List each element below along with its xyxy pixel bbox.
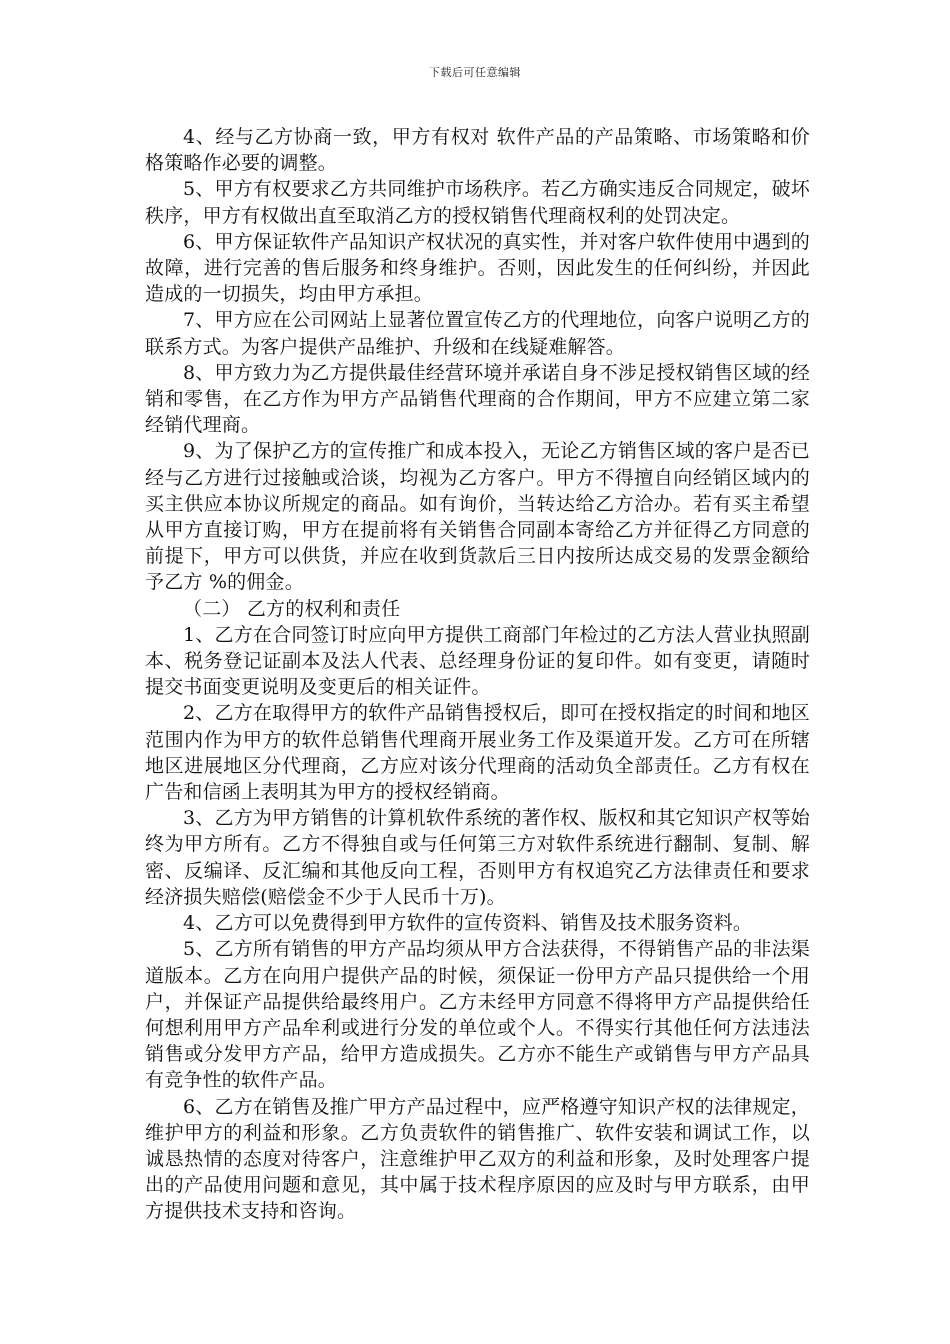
paragraph-b1: 1、乙方在合同签订时应向甲方提供工商部门年检过的乙方法人营业执照副本、税务登记证副本及法人代表、总经理身份证的复印件。如有变更，请随时提交书面变更说明及变更后的相关证件。	[145, 623, 810, 699]
paragraph-b2: 2、乙方在取得甲方的软件产品销售授权后，即可在授权指定的时间和地区范围内作为甲方的软件总销售代理商开展业务工作及渠道开发。乙方可在所辖地区进展地区分代理商，乙方应对该分代理商的活动负全部责任。乙方有权在广告和信函上表明其为甲方的授权经销商。	[145, 702, 810, 804]
paragraph-b4: 4、乙方可以免费得到甲方软件的宣传资料、销售及技术服务资料。	[183, 912, 753, 935]
paragraph-a8: 8、甲方致力为乙方提供最佳经营环境并承诺自身不涉足授权销售区域的经销和零售，在乙方作为甲方产品销售代理商的合作期间，甲方不应建立第二家经销代理商。	[145, 361, 810, 437]
document-body	[145, 124, 810, 1225]
paragraph-a5: 5、甲方有权要求乙方共同维护市场秩序。若乙方确实违反合同规定，破坏秩序，甲方有权做出直至取消乙方的授权销售代理商权利的处罚决定。	[145, 178, 810, 227]
paragraph-b6: 6、乙方在销售及推广甲方产品过程中，应严格遵守知识产权的法律规定，维护甲方的利益和形象。乙方负责软件的销售推广、软件安装和调试工作，以诚恳热情的态度对待客户，注意维护甲乙双方的利益和形象，及时处理客户提出的产品使用问题和意见，其中属于技术程序原因的应及时与甲方联系，由甲方提供技术支持和咨询。	[145, 1095, 810, 1223]
section-heading-party-b: （二） 乙方的权利和责任	[183, 597, 401, 620]
paragraph-a9: 9、为了保护乙方的宣传推广和成本投入，无论乙方销售区域的客户是否已经与乙方进行过接触或洽谈，均视为乙方客户。甲方不得擅自向经销区域内的买主供应本协议所规定的商品。如有询价，当转达给乙方洽办。若有买主希望从甲方直接订购，甲方在提前将有关销售合同副本寄给乙方并征得乙方同意的前提下，甲方可以供货，并应在收到货款后三日内按所达成交易的发票金额给予乙方 %的佣金。	[145, 440, 810, 594]
paragraph-a4: 4、经与乙方协商一致，甲方有权对 软件产品的产品策略、市场策略和价格策略作必要的调整。	[145, 126, 810, 175]
paragraph-b5: 5、乙方所有销售的甲方产品均须从甲方合法获得，不得销售产品的非法渠道版本。乙方在向用户提供产品的时候，须保证一份甲方产品只提供给一个用户，并保证产品提供给最终用户。乙方未经甲方同意不得将甲方产品提供给任何想利用甲方产品牟利或进行分发的单位或个人。不得实行其他任何方法违法销售或分发甲方产品，给甲方造成损失。乙方亦不能生产或销售与甲方产品具有竞争性的软件产品。	[145, 938, 810, 1092]
page-header: 下载后可任意编辑	[429, 66, 521, 79]
paragraph-a6: 6、甲方保证软件产品知识产权状况的真实性，并对客户软件使用中遇到的故障，进行完善的售后服务和终身维护。否则，因此发生的任何纠纷，并因此造成的一切损失，均由甲方承担。	[145, 230, 810, 306]
paragraph-a7: 7、甲方应在公司网站上显著位置宣传乙方的代理地位，向客户说明乙方的联系方式。为客户提供产品维护、升级和在线疑难解答。	[145, 309, 810, 358]
paragraph-b3: 3、乙方为甲方销售的计算机软件系统的著作权、版权和其它知识产权等始终为甲方所有。乙方不得独自或与任何第三方对软件系统进行翻制、复制、解密、反编译、反汇编和其他反向工程，否则甲方有权追究乙方法律责任和要求经济损失赔偿(赔偿金不少于人民币十万)。	[145, 807, 810, 908]
